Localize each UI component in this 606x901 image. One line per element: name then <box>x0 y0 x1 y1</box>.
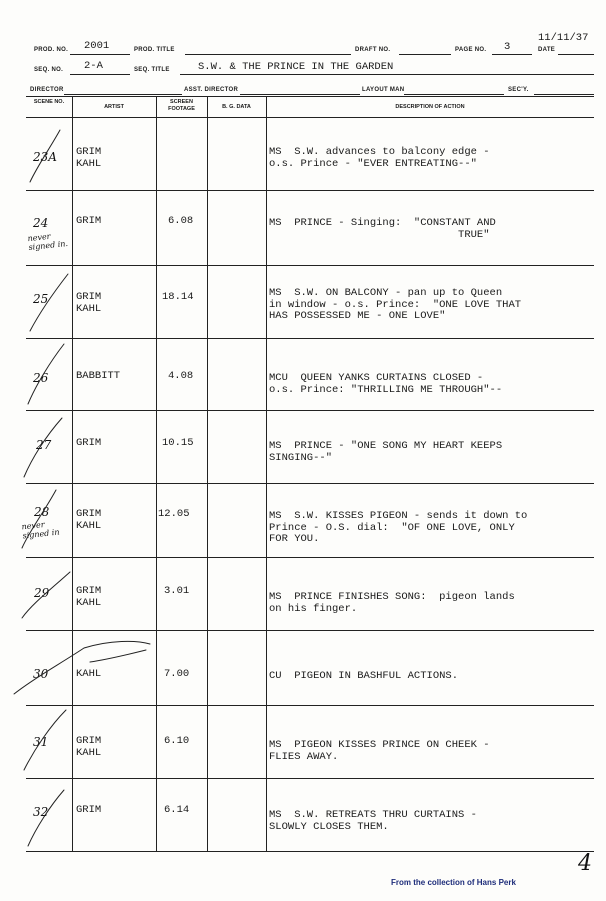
scene-slash <box>24 710 66 770</box>
col-header-description: DESCRIPTION OF ACTION <box>395 104 465 110</box>
footage-cell: 6.10 <box>164 735 190 747</box>
scene-slash <box>22 490 56 548</box>
artist-cell: KAHL <box>76 668 102 680</box>
prod-no-label: PROD. NO. <box>34 47 69 53</box>
page-no-value: 3 <box>504 41 511 53</box>
scene-number: 23A <box>33 150 57 164</box>
date-value: 11/11/37 <box>538 32 589 44</box>
scene-slash <box>30 274 68 331</box>
collection-credit: From the collection of Hans Perk <box>391 878 516 887</box>
col-header-artist: ARTIST <box>104 104 124 110</box>
description-cell: MS S.W. RETREATS THRU CURTAINS - SLOWLY CLOSES THEM. <box>269 809 477 833</box>
scene-number: 31 <box>33 735 49 749</box>
artist-cell: GRIM <box>76 215 102 227</box>
seq-title-value: S.W. & THE PRINCE IN THE GARDEN <box>198 61 394 73</box>
handwritten-note: never signed in <box>21 520 60 541</box>
footage-cell: 6.14 <box>164 804 190 816</box>
asst-director-label: ASST. DIRECTOR <box>184 87 239 93</box>
description-cell: MS PRINCE FINISHES SONG: pigeon lands on his finger. <box>269 591 515 615</box>
scene-number: 29 <box>34 586 50 600</box>
scene-number: 27 <box>36 438 52 452</box>
footage-cell: 7.00 <box>164 668 190 680</box>
scene-slash <box>24 418 62 477</box>
col-header-screen-footage: SCREEN FOOTAGE <box>168 99 195 112</box>
prod-title-label: PROD. TITLE <box>134 47 175 53</box>
seq-title-label: SEQ. TITLE <box>134 67 170 73</box>
scene-number: 26 <box>33 371 49 385</box>
seq-no-value: 2-A <box>84 60 103 72</box>
handwritten-note: never signed in. <box>27 231 69 253</box>
footage-cell: 4.08 <box>168 370 194 382</box>
prod-no-value: 2001 <box>84 40 110 52</box>
footage-cell: 18.14 <box>162 291 194 303</box>
director-label: DIRECTOR <box>30 87 64 93</box>
footage-cell: 12.05 <box>158 508 190 520</box>
artist-cell: GRIM KAHL <box>76 291 102 315</box>
draft-no-label: DRAFT NO. <box>355 47 391 53</box>
artist-cell: GRIM KAHL <box>76 735 102 759</box>
col-header-bg-data: B. G. DATA <box>222 104 251 110</box>
artist-cell: GRIM KAHL <box>76 508 102 532</box>
artist-cell: GRIM KAHL <box>76 585 102 609</box>
footage-cell: 10.15 <box>162 437 194 449</box>
artist-cell: GRIM <box>76 437 102 449</box>
scene-number: 28 <box>34 505 50 519</box>
col-header-scene-no: SCENE NO. <box>33 99 65 105</box>
description-cell: MS PIGEON KISSES PRINCE ON CHEEK - FLIES AWAY. <box>269 739 490 763</box>
description-cell: MCU QUEEN YANKS CURTAINS CLOSED - o.s. Prince: "THRILLING ME THROUGH"-- <box>269 372 503 396</box>
description-cell: MS PRINCE - "ONE SONG MY HEART KEEPS SINGING--" <box>269 440 503 464</box>
page-mark: 4 <box>578 851 592 876</box>
artist-cell: GRIM <box>76 804 102 816</box>
scene-slash <box>28 790 64 846</box>
scene-number: 25 <box>33 292 49 306</box>
footage-cell: 3.01 <box>164 585 190 597</box>
description-cell: MS PRINCE - Singing: "CONSTANT AND TRUE" <box>269 217 496 241</box>
description-cell: MS S.W. KISSES PIGEON - sends it down to Prince - O.S. dial: "OF ONE LOVE, ONLY FOR YOU. <box>269 510 528 545</box>
scene-slash <box>14 641 150 694</box>
scene-slash <box>22 572 70 618</box>
scene-slash <box>30 130 60 182</box>
description-cell: MS S.W. ON BALCONY - pan up to Queen in window - o.s. Prince: "ONE LOVE THAT HAS POSSESSED ME - ONE LOVE" <box>269 287 522 322</box>
artist-cell: GRIM KAHL <box>76 146 102 170</box>
date-label: DATE <box>538 47 556 53</box>
scene-number: 30 <box>33 667 49 681</box>
footage-cell: 6.08 <box>168 215 194 227</box>
description-cell: MS S.W. advances to balcony edge - o.s. Prince - "EVER ENTREATING--" <box>269 146 490 170</box>
scene-number: 24 <box>33 216 49 230</box>
page-no-label: PAGE NO. <box>455 47 487 53</box>
seq-no-label: SEQ. NO. <box>34 67 64 73</box>
artist-cell: BABBITT <box>76 370 121 382</box>
layout-man-label: LAYOUT MAN <box>362 87 405 93</box>
scene-slash <box>90 650 146 662</box>
scene-number: 32 <box>33 805 49 819</box>
scene-slash <box>28 344 64 404</box>
secy-label: SEC'Y. <box>508 87 529 93</box>
description-cell: CU PIGEON IN BASHFUL ACTIONS. <box>269 670 459 682</box>
